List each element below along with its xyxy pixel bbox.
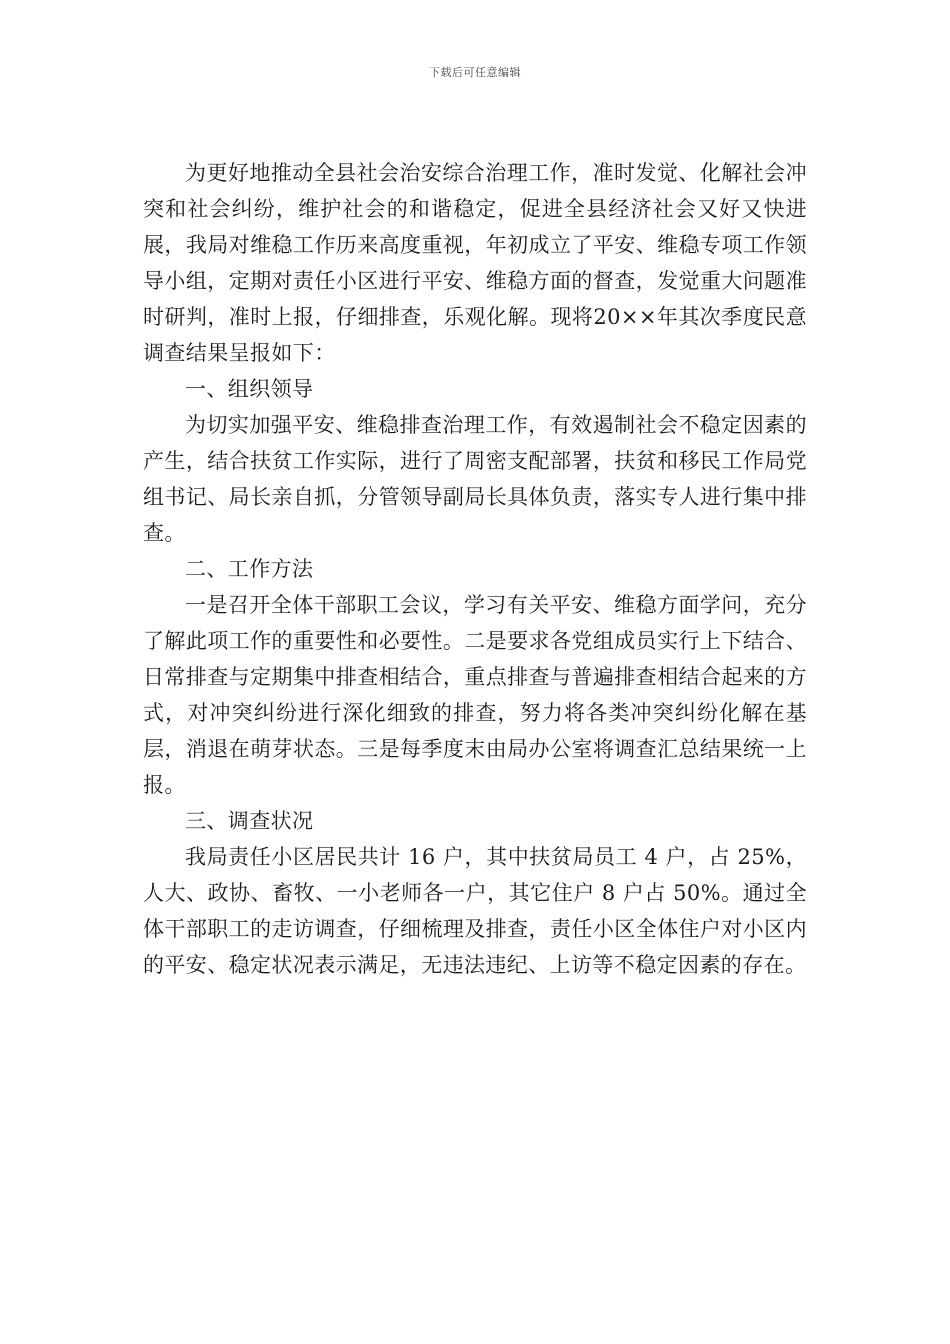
document-body bbox=[143, 155, 807, 983]
section-2-body: 一是召开全体干部职工会议，学习有关平安、维稳方面学问，充分了解此项工作的重要性和必要性。二是要求各党组成员实行上下结合、日常排查与定期集中排查相结合，重点排查与普遍排查相结合起来的方式，对冲突纠纷进行深化细致的排查，努力将各类冲突纠纷化解在基层，消退在萌芽状态。三是每季度末由局办公室将调查汇总结果统一上报。 bbox=[143, 593, 807, 797]
page-header: 下载后可任意编辑 bbox=[429, 66, 521, 79]
section-3-title: 三、调查状况 bbox=[185, 809, 314, 833]
section-1-title: 一、组织领导 bbox=[185, 377, 314, 401]
intro-paragraph: 为更好地推动全县社会治安综合治理工作，准时发觉、化解社会冲突和社会纠纷，维护社会的和谐稳定，促进全县经济社会又好又快进展，我局对维稳工作历来高度重视，年初成立了平安、维稳专项工作领导小组，定期对责任小区进行平安、维稳方面的督查，发觉重大问题准时研判，准时上报，仔细排查，乐观化解。现将20××年其次季度民意调查结果呈报如下： bbox=[143, 161, 807, 365]
section-3-body: 我局责任小区居民共计 16 户，其中扶贫局员工 4 户，占 25%，人大、政协、畜牧、一小老师各一户，其它住户 8 户占 50%。通过全体干部职工的走访调查，仔细梳理及排查，责任小区全体住户对小区内的平安、稳定状况表示满足，无违法违纪、上访等不稳定因素的存在。 bbox=[143, 845, 807, 977]
section-1-body: 为切实加强平安、维稳排查治理工作，有效遏制社会不稳定因素的产生，结合扶贫工作实际，进行了周密支配部署，扶贫和移民工作局党组书记、局长亲自抓，分管领导副局长具体负责，落实专人进行集中排查。 bbox=[143, 413, 807, 545]
section-2-title: 二、工作方法 bbox=[185, 557, 314, 581]
